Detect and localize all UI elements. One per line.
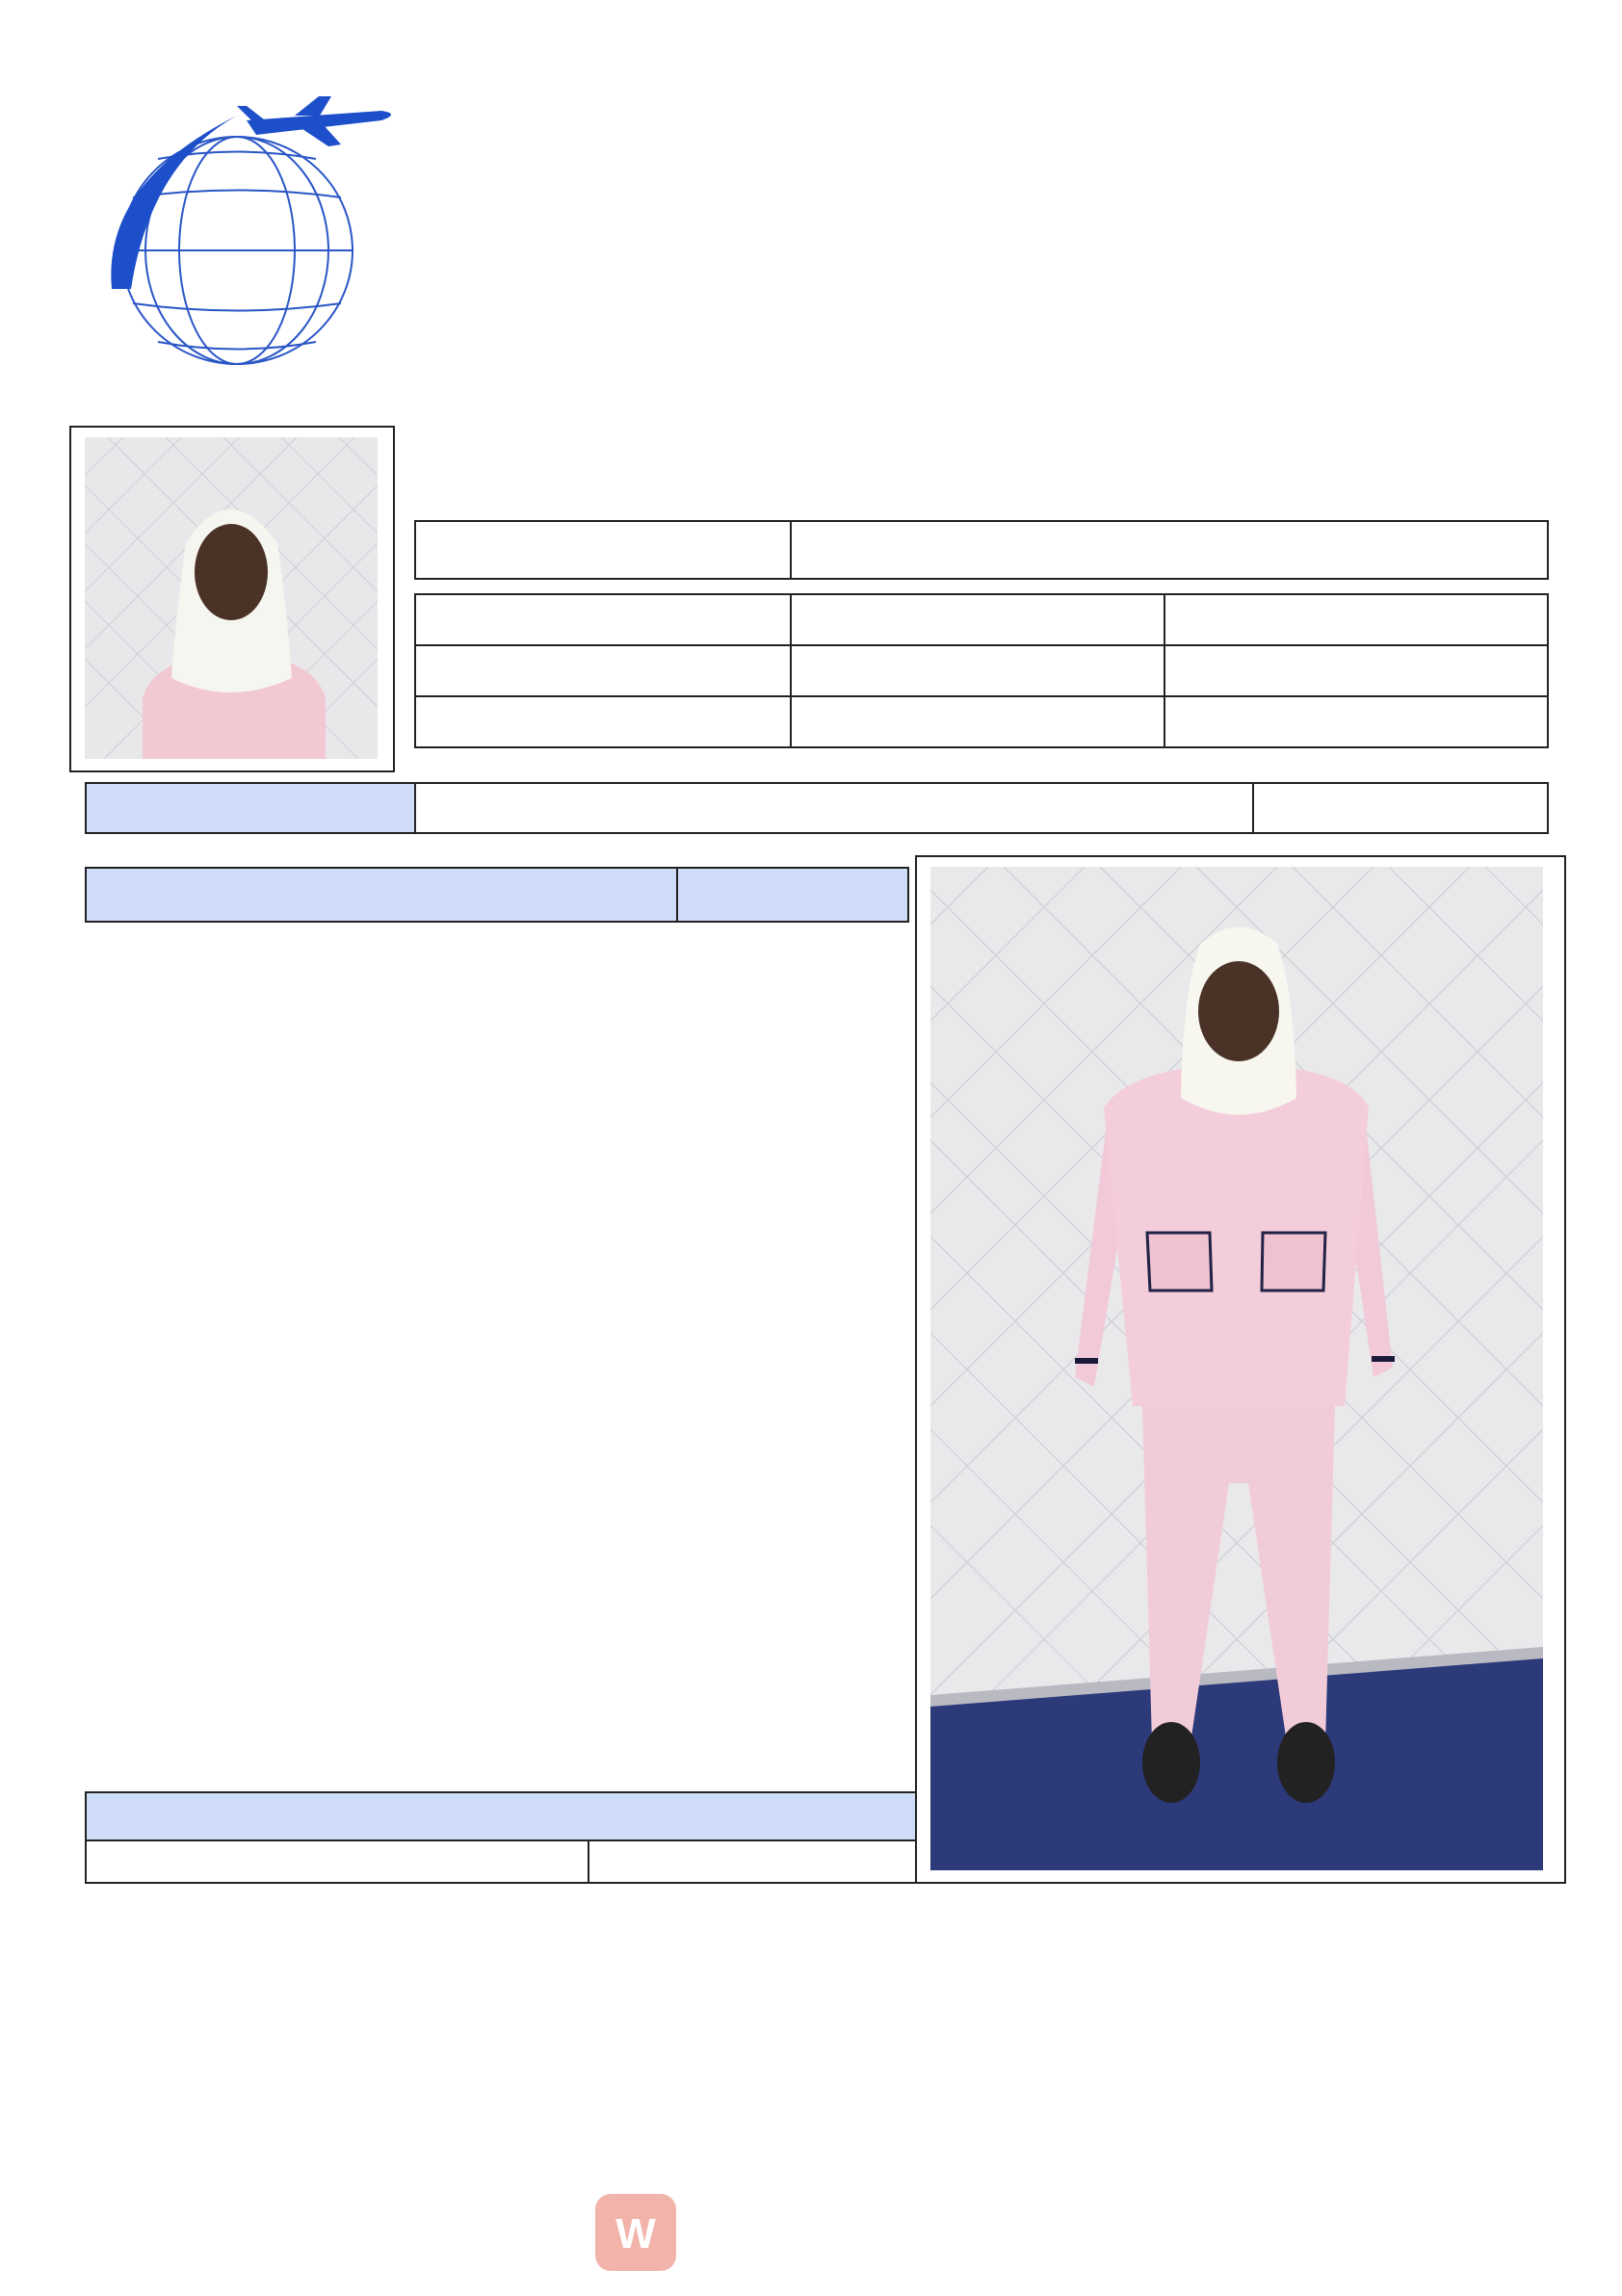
company-logo (92, 96, 410, 376)
salary-label (415, 645, 791, 696)
details-title-arabic (677, 868, 908, 922)
date-applied-row (415, 521, 1548, 579)
wps-watermark (595, 2194, 1077, 2271)
position-arabic (1164, 594, 1548, 645)
full-name-row (86, 783, 1548, 833)
full-name-table (85, 782, 1549, 834)
date-applied-value (791, 521, 1548, 579)
full-name-value (415, 783, 1253, 833)
details-header-row (86, 868, 908, 922)
date-applied-label (415, 521, 791, 579)
applicant-portrait (85, 437, 378, 759)
full-body-photo (930, 867, 1543, 1870)
contract-row (415, 696, 1548, 747)
full-body-photo-frame (915, 855, 1566, 1884)
position-label (415, 594, 791, 645)
full-name-arabic (1253, 783, 1548, 833)
position-table (414, 593, 1549, 748)
salary-row (415, 645, 1548, 696)
position-row (415, 594, 1548, 645)
position-value (791, 594, 1164, 645)
contract-label (415, 696, 791, 747)
details-table (85, 867, 909, 923)
applicant-portrait-frame (69, 426, 395, 772)
salary-arabic (1164, 645, 1548, 696)
contract-arabic (1164, 696, 1548, 747)
date-applied-table (414, 520, 1549, 580)
svg-text:W: W (615, 2210, 656, 2257)
full-name-label (86, 783, 415, 833)
salary-value (791, 645, 1164, 696)
contract-value (791, 696, 1164, 747)
